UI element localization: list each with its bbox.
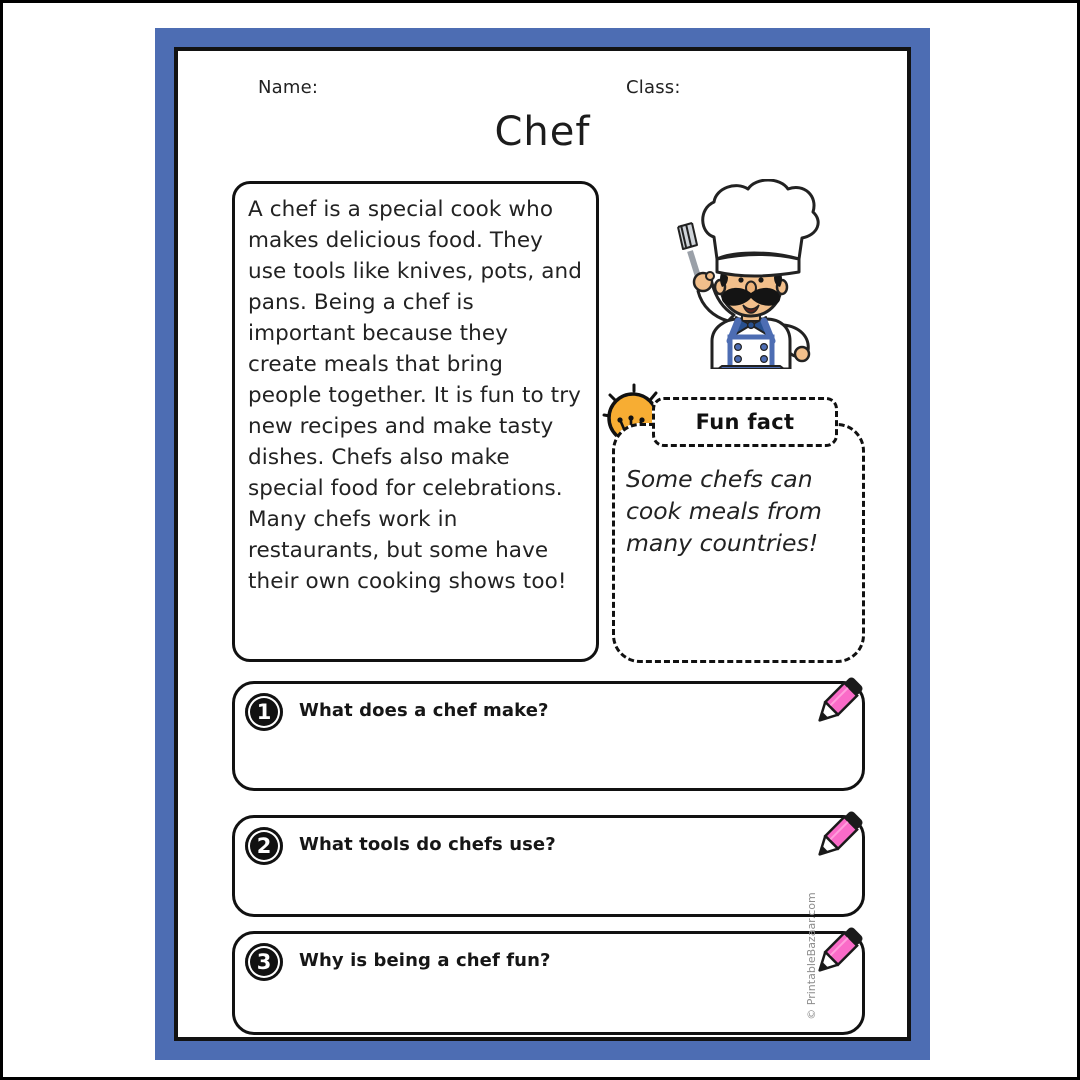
worksheet-page — [174, 47, 911, 1041]
question-box-3 — [232, 931, 865, 1035]
reading-passage-box — [232, 181, 599, 662]
fun-fact-text: Some chefs can cook meals from many countries! — [626, 465, 822, 557]
pencil-icon — [808, 672, 868, 732]
pencil-icon — [808, 922, 868, 982]
question-number-badge: 2 — [245, 827, 283, 865]
question-number-badge: 1 — [245, 693, 283, 731]
page-title: Chef — [494, 109, 591, 155]
chef-illustration — [650, 179, 850, 369]
name-field-label: Name: — [258, 77, 319, 98]
fun-fact-label: Fun fact — [652, 397, 838, 447]
question-box-2 — [232, 815, 865, 917]
answer-area-3[interactable] — [245, 986, 852, 1024]
question-box-1 — [232, 681, 865, 791]
question-number-badge: 3 — [245, 943, 283, 981]
pencil-icon — [808, 806, 868, 866]
worksheet-page-frame — [155, 28, 930, 1060]
answer-area-1[interactable] — [245, 736, 852, 780]
class-field-label: Class: — [626, 77, 681, 98]
answer-area-2[interactable] — [245, 870, 852, 906]
watermark-credit: © PrintableBazaar.com — [805, 892, 818, 1020]
question-text: Why is being a chef fun? — [299, 950, 551, 971]
reading-passage-text: A chef is a special cook who makes delicious food. They use tools like knives, pots, and pans. Being a chef is important because they create meals that bring people together. It is fun to try new recipes and make tasty dishes. Chefs also make special food for celebrations. Many chefs work in restaurants, but some have their own cooking shows too! — [248, 197, 582, 594]
question-text: What tools do chefs use? — [299, 834, 556, 855]
question-text: What does a chef make? — [299, 700, 549, 721]
